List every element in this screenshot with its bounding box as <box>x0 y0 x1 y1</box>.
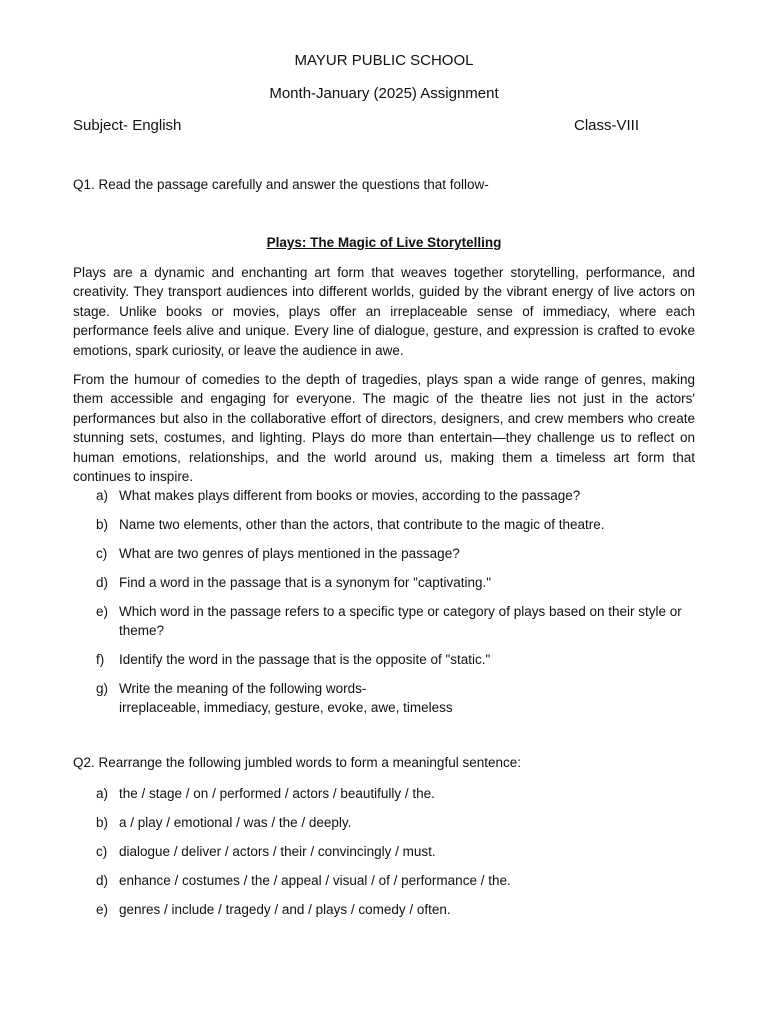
list-item <box>73 650 695 669</box>
question-1-list <box>73 486 695 727</box>
list-item <box>73 515 695 534</box>
list-item <box>73 573 695 592</box>
item-text: Write the meaning of the following words- <box>119 680 367 696</box>
item-marker: b) <box>96 814 109 830</box>
item-marker: e) <box>96 603 109 619</box>
item-marker: e) <box>96 901 109 917</box>
passage-paragraph-2: From the humour of comedies to the depth of tragedies, plays span a wide range of genres, making them accessible and engaging for everyone. The magic of the theatre lies not just in the actors' performances but also in the collaborative effort of directors, designers, and crew members who create stunning sets, costumes, and lighting. Plays do more than entertain—they challenge us to reflect on human emotions, relationships, and the world around us, making them a timeless art form that continues to inspire. <box>73 372 695 485</box>
passage-paragraph-1: Plays are a dynamic and enchanting art form that weaves together storytelling, performance, and creativity. They transport audiences into different worlds, guided by the vibrant energy of live actors on stage. Unlike books or movies, plays offer an irreplaceable sense of immediacy, where each performance feels alive and unique. Every line of dialogue, gesture, and expression is crafted to evoke emotions, spark curiosity, or leave the audience in awe. <box>73 265 695 358</box>
item-text: Which word in the passage refers to a specific type or category of plays based on their style or theme? <box>119 603 682 639</box>
list-item <box>73 602 695 641</box>
question-1-heading: Q1. Read the passage carefully and answer the questions that follow- <box>73 177 489 192</box>
item-text: the / stage / on / performed / actors / beautifully / the. <box>119 786 435 801</box>
item-marker: g) <box>96 680 109 696</box>
item-text: What makes plays different from books or movies, according to the passage? <box>119 488 581 503</box>
list-item <box>73 486 695 505</box>
list-item <box>73 842 695 861</box>
item-text: Name two elements, other than the actors, that contribute to the magic of theatre. <box>119 516 605 532</box>
list-item <box>73 679 695 718</box>
item-marker: c) <box>96 843 108 859</box>
item-marker: d) <box>96 872 109 888</box>
item-marker: a) <box>96 488 109 503</box>
item-marker: a) <box>96 786 109 801</box>
subject-label: Subject- English <box>73 117 182 134</box>
question-2-list <box>73 784 695 929</box>
school-name: MAYUR PUBLIC SCHOOL <box>294 52 474 69</box>
list-item <box>73 900 695 919</box>
item-text: Identify the word in the passage that is the opposite of "static." <box>119 651 491 667</box>
list-item <box>73 544 695 563</box>
list-item <box>73 784 695 803</box>
item-text: Find a word in the passage that is a synonym for "captivating." <box>119 574 492 590</box>
item-marker: d) <box>96 574 109 590</box>
list-item <box>73 871 695 890</box>
item-text: genres / include / tragedy / and / plays / comedy / often. <box>119 901 451 917</box>
assignment-title: Month-January (2025) Assignment <box>269 85 499 102</box>
question-2-heading: Q2. Rearrange the following jumbled words to form a meaningful sentence: <box>73 755 521 770</box>
list-item <box>73 813 695 832</box>
item-text: enhance / costumes / the / appeal / visual / of / performance / the. <box>119 872 511 888</box>
item-text: What are two genres of plays mentioned in the passage? <box>119 545 460 561</box>
item-subtext: irreplaceable, immediacy, gesture, evoke, awe, timeless <box>119 700 453 716</box>
passage-title: Plays: The Magic of Live Storytelling <box>266 235 502 250</box>
class-label: Class-VIII <box>573 117 639 134</box>
item-marker: f) <box>96 651 105 667</box>
item-marker: c) <box>96 545 108 561</box>
item-text: dialogue / deliver / actors / their / convincingly / must. <box>119 843 436 859</box>
item-text: a / play / emotional / was / the / deeply. <box>119 814 352 830</box>
item-marker: b) <box>96 516 109 532</box>
